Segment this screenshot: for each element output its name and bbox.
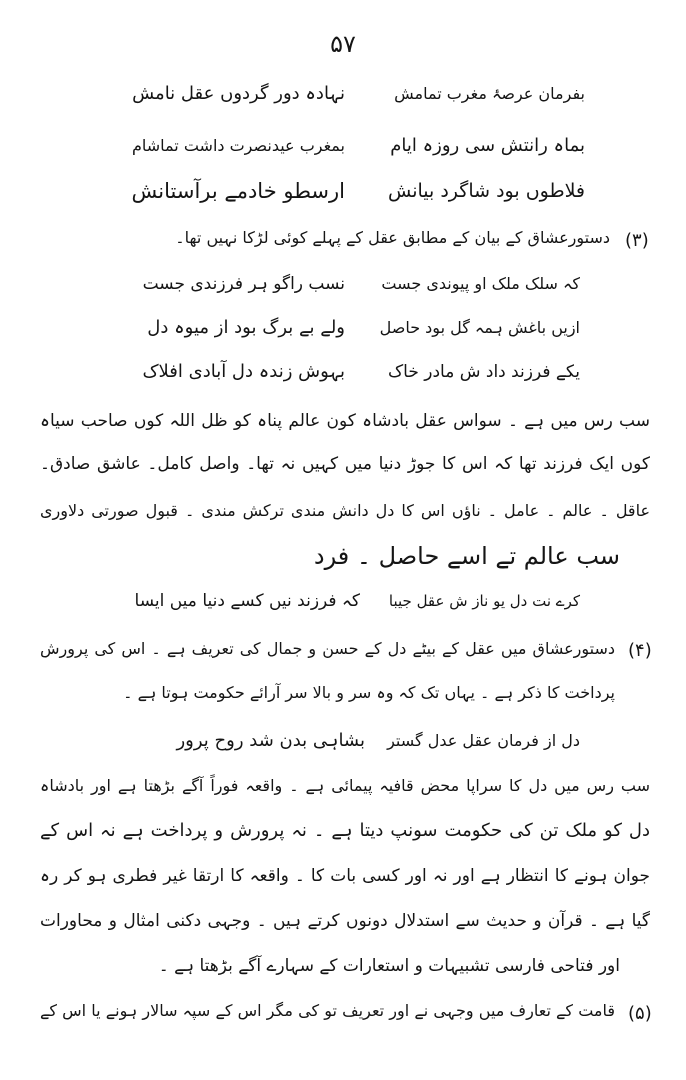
item-intro: دستورعشاق کے بیان کے مطابق عقل کے پہلے کوئی لڑکا نہیں تھا۔ bbox=[175, 228, 610, 247]
paragraph-line: قامت کے تعارف میں وجہی نے اور تعریف تو کی مگر اس کے سپہ سالار ہونے یا اس کے bbox=[40, 1001, 615, 1020]
verse-left: بشاہی بدن شد روح پرور bbox=[176, 730, 365, 751]
paragraph-line: جوان ہونے کا انتظار ہے اور نہ اور کسی بات کا ۔ واقعہ کا ارتقا غیر فطری ہو کر رہ bbox=[40, 866, 650, 886]
verse-right: کہ سلک ملک او پیوندی جست bbox=[381, 274, 580, 293]
page-number: ۵۷ bbox=[330, 30, 356, 58]
verse-right: کرے نت دل یو ناز ش عقل جیبا bbox=[388, 592, 580, 610]
paragraph-line: عاقل ۔ عالم ۔ عامل ۔ ناؤں اس کا دل دانش مندی ترکش مندی ۔ قبول صورتی دلاوری bbox=[40, 501, 650, 520]
paragraph-line: گیا ہے ۔ قرآن و حدیث سے استدلال دونوں کرتے ہیں ۔ وجہی دکنی امثال و محاورات bbox=[40, 911, 650, 931]
verse-left: بمغرب عیدنصرت داشت تماشام bbox=[131, 136, 345, 155]
item-marker: (۳) bbox=[625, 230, 649, 251]
verse-right: بفرمان عرصۂ مغرب تمامش bbox=[394, 84, 585, 103]
item-marker: (۵) bbox=[628, 1003, 652, 1024]
paragraph-line: سب رس میں دل کا سراپا محض قافیہ پیمائی ہے ۔ واقعہ فوراً آگے بڑھتا ہے اور بادشاہ bbox=[40, 776, 650, 795]
paragraph-line: اور فتاحی فارسی تشبیہات و استعارات کے سہارے آگے بڑھتا ہے ۔ bbox=[158, 956, 620, 976]
paragraph-line: سب عالم تے اسے حاصل ۔ فرد bbox=[313, 542, 620, 570]
paragraph-line: سب رس میں ہے ۔ سواس عقل بادشاہ کون عالم پناہ کو ظل اللہ کوں صاحب سیاہ bbox=[40, 411, 650, 431]
verse-right: فلاطوں بود شاگرد بیانش bbox=[387, 180, 585, 202]
paragraph-line: دل کو ملک تن کی حکومت سونپ دیتا ہے ۔ نہ پرورش و پرداخت ہے نہ اس کے bbox=[40, 820, 650, 841]
verse-right: یکے فرزند داد ش مادر خاک bbox=[387, 362, 580, 382]
paragraph-line: کوں ایک فرزند تھا کہ اس کا جوڑ دنیا میں کہیں نہ تھا۔ واصل کامل۔ عاشق صادق۔ bbox=[40, 454, 650, 474]
verse-left: کہ فرزند نیں کسے دنیا میں ایسا bbox=[134, 591, 360, 611]
verse-right: دل از فرمان عقل عدل گستر bbox=[387, 731, 580, 750]
verse-right: ازیں باغش ہمہ گل بود حاصل bbox=[379, 318, 580, 337]
verse-left: ولے بے برگ بود از میوہ دل bbox=[147, 317, 345, 338]
verse-right: بماہ رانتش سی روزہ ایام bbox=[390, 135, 585, 156]
verse-left: نسب راگو ہر فرزندی جست bbox=[142, 274, 345, 294]
verse-left: نہادہ دور گردوں عقل نامش bbox=[132, 83, 345, 104]
verse-left: ارسطو خادمے برآستانش bbox=[131, 179, 345, 203]
paragraph-line: دستورعشاق میں عقل کے بیٹے دل کے حسن و جمال کی تعریف ہے ۔ اس کی پرورش bbox=[40, 639, 615, 658]
verse-left: بہوش زندہ دل آبادی افلاک bbox=[142, 361, 345, 382]
item-marker: (۴) bbox=[628, 640, 652, 661]
paragraph-line: پرداخت کا ذکر ہے ۔ یہاں تک کہ وہ سر و بالا سر آرائے حکومت ہوتا ہے ۔ bbox=[123, 683, 615, 702]
